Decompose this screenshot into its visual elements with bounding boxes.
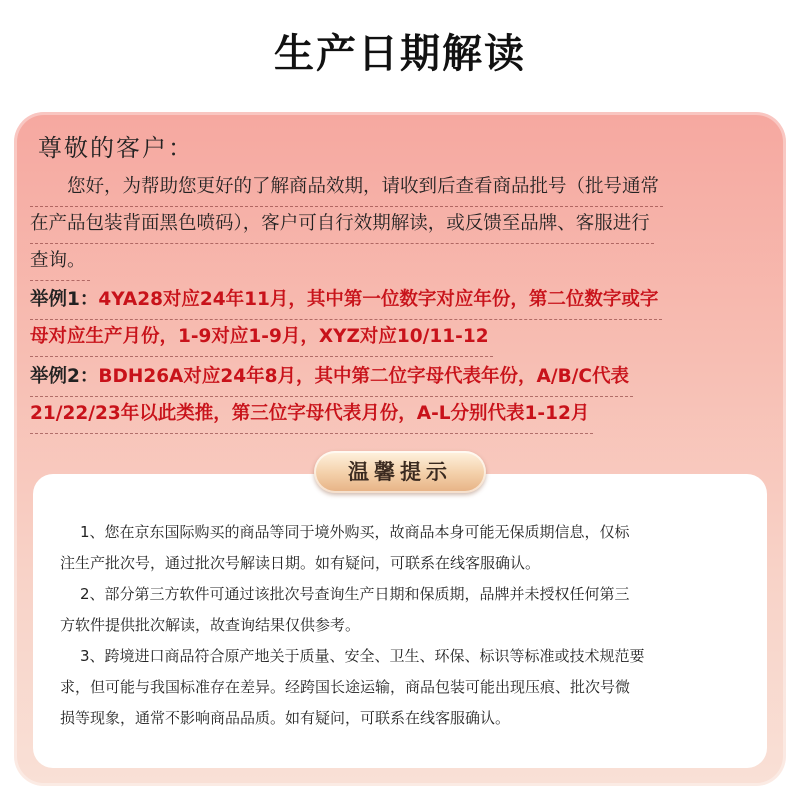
greeting: 尊敬的客户： — [38, 134, 194, 162]
intro-line: 查询。 — [30, 244, 90, 281]
note-line: 1、您在京东国际购买的商品等同于境外购买，故商品本身可能无保质期信息，仅标 — [80, 523, 630, 541]
note-line: 2、部分第三方软件可通过该批次号查询生产日期和保质期，品牌并未授权任何第三 — [80, 585, 630, 603]
intro-line: 您好，为帮助您更好的了解商品效期，请收到后查看商品批号（批号通常 — [30, 170, 663, 207]
intro-paragraph — [30, 170, 775, 281]
note-line: 方软件提供批次解读，故查询结果仅供参考。 — [60, 616, 361, 634]
example-2-label: 举例2： — [30, 366, 99, 387]
example-1-text: 4YA28对应24年11月，其中第一位数字对应年份，第二位数字或字 — [98, 289, 659, 310]
page-title: 生产日期解读 — [274, 31, 526, 77]
example-2 — [30, 360, 775, 434]
example-2-text: 21/22/23年以此类推，第三位字母代表月份，A-L分别代表1-12月 — [30, 403, 590, 424]
example-1-text: 母对应生产月份，1-9对应1-9月，XYZ对应10/11-12 — [30, 326, 489, 347]
example-2-line — [30, 397, 593, 434]
note-line: 损等现象，通常不影响商品品质。如有疑问，可联系在线客服确认。 — [60, 709, 511, 727]
tips-badge: 温馨提示 — [314, 451, 486, 493]
example-2-text: BDH26A对应24年8月，其中第二位字母代表年份，A/B/C代表 — [98, 366, 630, 387]
example-2-line — [30, 360, 633, 397]
note-line: 注生产批次号，通过批次号解读日期。如有疑问，可联系在线客服确认。 — [60, 554, 541, 572]
intro-line: 在产品包装背面黑色喷码），客户可自行效期解读，或反馈至品牌、客服进行 — [30, 207, 654, 244]
example-1-line — [30, 283, 662, 320]
notes-list — [60, 517, 760, 734]
example-1-label: 举例1： — [30, 289, 99, 310]
example-1-line — [30, 320, 493, 357]
note-line: 3、跨境进口商品符合原产地关于质量、安全、卫生、环保、标识等标准或技术规范要 — [80, 647, 645, 665]
example-1 — [30, 283, 775, 357]
note-line: 求，但可能与我国标准存在差异。经跨国长途运输，商品包装可能出现压痕、批次号微 — [60, 678, 631, 696]
